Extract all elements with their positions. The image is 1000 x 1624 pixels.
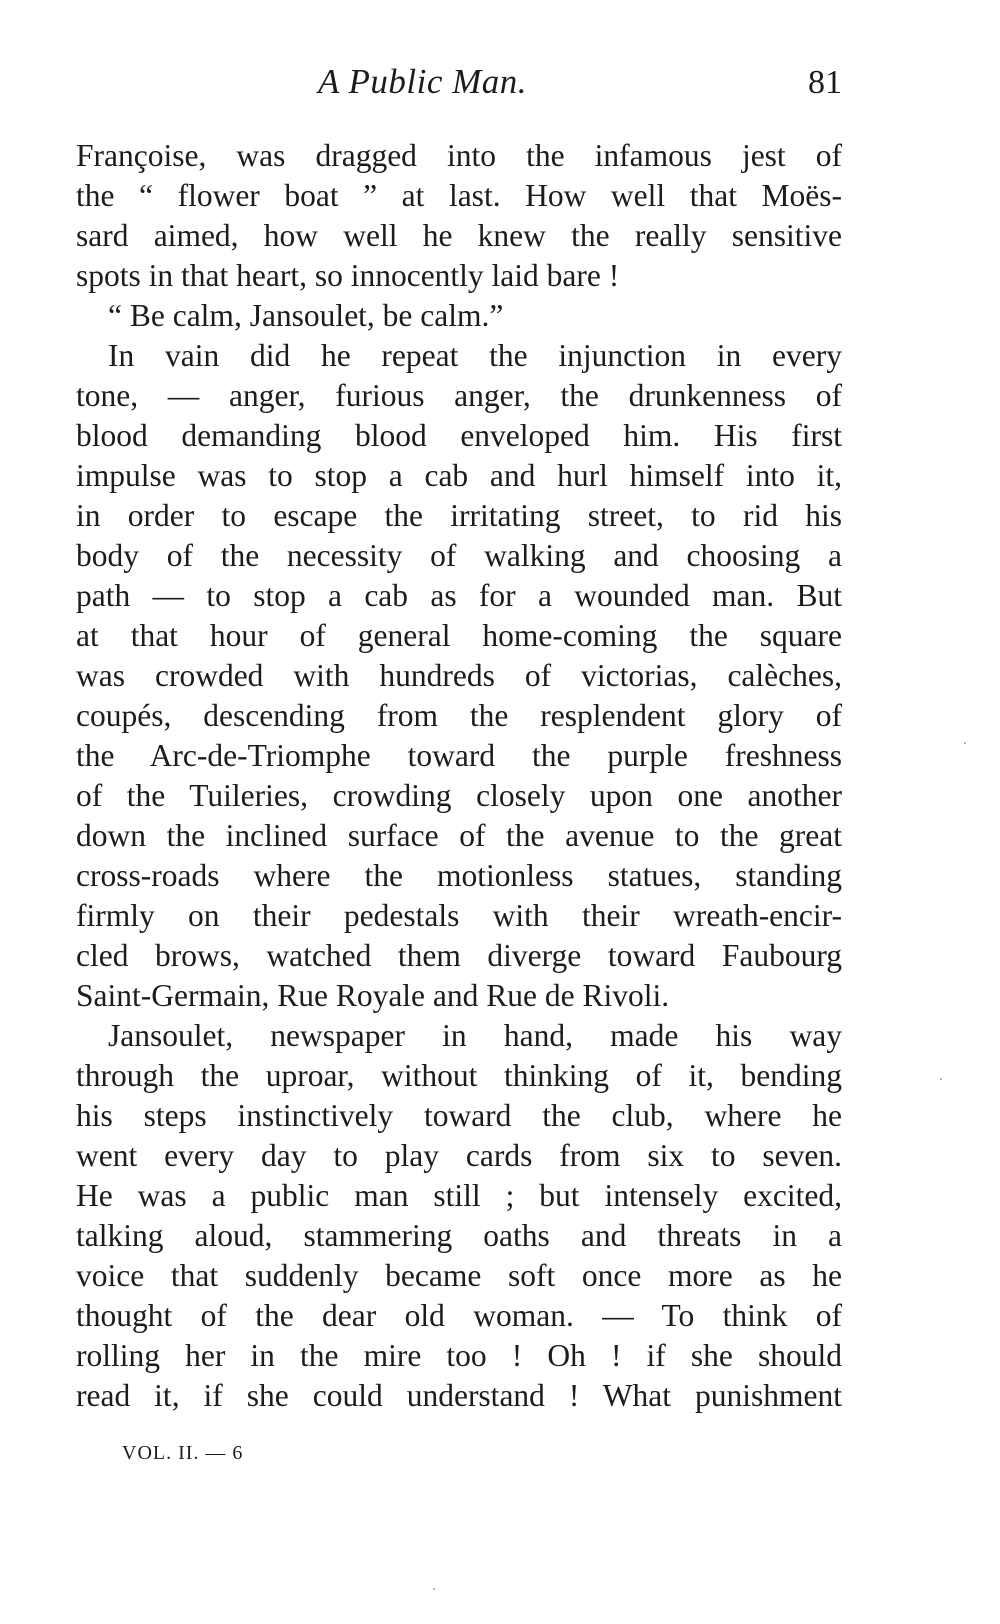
text-line: of the Tuileries, crowding closely upon one another [76, 778, 842, 813]
paper-speck [940, 1078, 942, 1080]
text-line: body of the necessity of walking and choosing a [76, 538, 842, 573]
body-text [76, 136, 842, 1416]
text-line: He was a public man still ; but intensely excited, [76, 1178, 842, 1213]
text-line: thought of the dear old woman. — To think of [76, 1298, 842, 1333]
running-title: A Public Man. [318, 62, 528, 101]
text-line: talking aloud, stammering oaths and threats in a [76, 1218, 842, 1253]
text-line: path — to stop a cab as for a wounded man. But [76, 578, 842, 613]
text-line: cross-roads where the motionless statues, standing [76, 858, 842, 893]
text-line: Saint-Germain, Rue Royale and Rue de Rivoli. [76, 978, 670, 1013]
text-line: went every day to play cards from six to seven. [76, 1138, 842, 1173]
paper-speck [964, 742, 966, 744]
text-line: firmly on their pedestals with their wreath-encir- [76, 898, 842, 933]
text-line: Françoise, was dragged into the infamous jest of [76, 138, 842, 173]
text-line: the “ flower boat ” at last. How well that Moës- [76, 178, 842, 213]
text-line: blood demanding blood enveloped him. His first [76, 418, 842, 453]
text-line: spots in that heart, so innocently laid bare ! [76, 258, 620, 293]
text-line: the Arc-de-Triomphe toward the purple freshness [76, 738, 842, 773]
text-line: at that hour of general home-coming the square [76, 618, 842, 653]
text-line: was crowded with hundreds of victorias, calèches, [76, 658, 842, 693]
text-line: sard aimed, how well he knew the really sensitive [76, 218, 842, 253]
text-line: cled brows, watched them diverge toward Faubourg [76, 938, 842, 973]
signature-mark: VOL. II. — 6 [122, 1442, 244, 1464]
text-line: coupés, descending from the resplendent glory of [76, 698, 842, 733]
text-line: his steps instinctively toward the club, where he [76, 1098, 842, 1133]
paper-speck [433, 1588, 435, 1590]
text-line: impulse was to stop a cab and hurl himself into it, [76, 458, 842, 493]
text-line: Jansoulet, newspaper in hand, made his way [108, 1018, 842, 1053]
text-line: read it, if she could understand ! What punishment [76, 1378, 842, 1413]
text-line: in order to escape the irritating street, to rid his [76, 498, 842, 533]
text-line: rolling her in the mire too ! Oh ! if she should [76, 1338, 842, 1373]
text-line: down the inclined surface of the avenue to the great [76, 818, 842, 853]
text-line: voice that suddenly became soft once more as he [76, 1258, 842, 1293]
text-line: through the uproar, without thinking of it, bending [76, 1058, 842, 1093]
text-line: “ Be calm, Jansoulet, be calm.” [108, 298, 504, 333]
text-line: tone, — anger, furious anger, the drunkenness of [76, 378, 842, 413]
page-number: 81 [808, 64, 842, 101]
text-line: In vain did he repeat the injunction in every [108, 338, 842, 373]
